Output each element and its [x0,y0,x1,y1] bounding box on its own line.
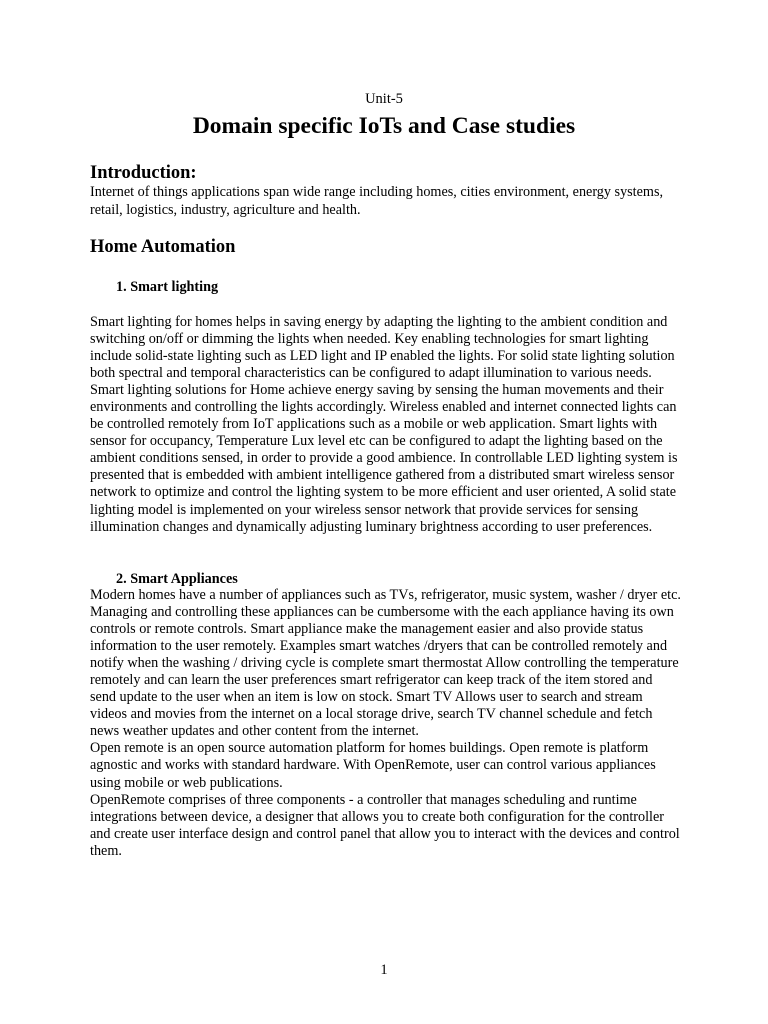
smart-lighting-paragraph: Smart lighting for homes helps in saving energy by adapting the lighting to the ambient condition and switching on/off or dimming the lights when needed. Key enabling technologies for smart lighting include solid-state lighting such as LED light and IP enabled the lights. For solid state lighting solution both spectral and temporal characteristics can be configured to adapt illumination to various needs. Smart lighting solutions for Home achieve energy saving by sensing the human movements and their environments and controlling the lights accordingly. Wireless enabled and internet connected lights can be controlled remotely from IoT applications such as a mobile or web application. Smart lights with sensor for occupancy, Temperature Lux level etc can be configured to adapt the lighting based on the ambient conditions sensed, in order to provide a good ambience. In controllable LED lighting system is presented that is embedded with ambient intelligence gathered from a distributed smart wireless sensor network to optimize and control the lighting system to be more efficient and user oriented, A solid state lighting model is implemented on your wireless sensor network that provide services for sensing illumination changes and dynamically adjusting luminary brightness according to user preferences. [90,314,678,535]
smart-appliances-section [90,587,682,860]
openremote-components-paragraph: OpenRemote comprises of three components - a controller that manages scheduling and runtime integrations between device, a designer that allows you to create both configuration for the controller and create user interface design and control panel that allow you to interact with the devices and control them. [90,791,680,859]
page-number: 1 [380,962,388,978]
smart-lighting-heading: 1. Smart lighting [116,279,219,295]
smart-appliances-paragraph: Modern homes have a number of appliances such as TVs, refrigerator, music system, washer / dryer etc. Managing and controlling these appliances can be cumbersome with the each appliance having its own controls or remote controls. Smart appliance make the management easier and also provide status information to the user remotely. Examples smart watches /dryers that can be controlled remotely and notify when the washing / driving cycle is complete smart thermostat Allow controlling the temperature remotely and can learn the user preferences smart refrigerator can keep track of the item stored and send update to the user when an item is low on stock. Smart TV Allows user to search and stream videos and movies from the internet on a local storage drive, search TV channel schedule and fetch news weather updates and other content from the internet. [90,587,681,740]
introduction-paragraph: Internet of things applications span wide range including homes, cities environment, energy systems, retail, logistics, industry, agriculture and health. [90,184,664,218]
home-automation-heading: Home Automation [90,237,236,257]
unit-label: Unit-5 [365,91,403,107]
openremote-paragraph: Open remote is an open source automation platform for homes buildings. Open remote is platform agnostic and works with standard hardware. With OpenRemote, user can control various appliances using mobile or web publications. [90,740,656,791]
document-title: Domain specific IoTs and Case studies [192,113,576,139]
introduction-heading: Introduction: [90,163,197,183]
smart-appliances-heading: 2. Smart Appliances [116,571,238,587]
